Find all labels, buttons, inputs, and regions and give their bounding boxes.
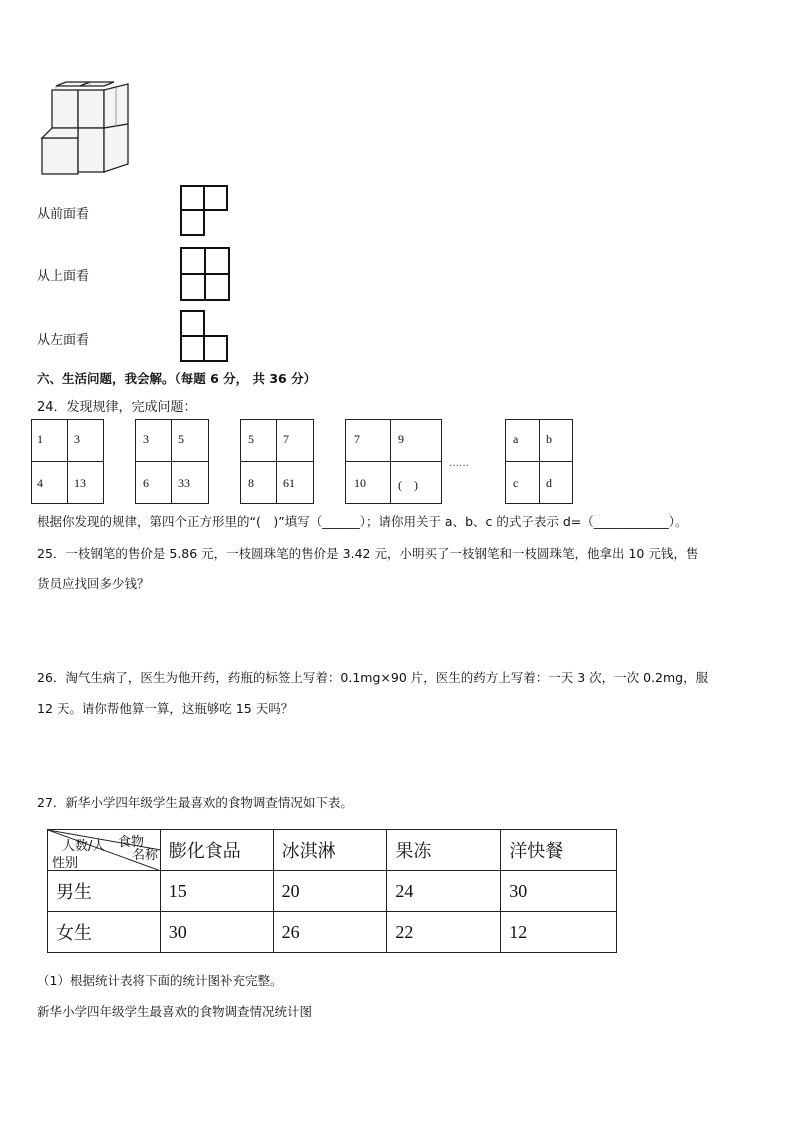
pattern-cell: a — [506, 420, 540, 462]
view-label-left: 从左面看 — [37, 333, 90, 348]
pattern-square-3 — [240, 419, 314, 504]
pattern-cell: 5 — [241, 420, 277, 462]
chart-title: 新华小学四年级学生最喜欢的食物调查情况统计图 — [37, 1004, 313, 1019]
pattern-square-2 — [135, 419, 209, 504]
corner-label-name: 名称 — [132, 848, 159, 863]
pattern-cell: b — [540, 420, 573, 462]
table-cell: 24 — [387, 871, 501, 912]
table-cell: 26 — [273, 912, 387, 953]
pattern-cell: 33 — [178, 476, 190, 490]
pattern-cell: 1 — [32, 420, 68, 462]
pattern-cell: 8 — [241, 462, 277, 504]
pattern-cell: 61 — [283, 476, 295, 490]
q24-title: 24．发现规律，完成问题： — [37, 400, 197, 415]
q25-line-1: 25．一枝钢笔的售价是 5.86 元，一枝圆珠笔的售价是 3.42 元，小明买了一枝钢笔和一枝圆珠笔，他拿出 10 元钱，售 — [37, 546, 699, 561]
table-cell: 30 — [160, 912, 273, 953]
pattern-answer-blank[interactable]: ( ) — [398, 478, 418, 492]
view-label-top: 从上面看 — [37, 269, 90, 284]
pattern-cell: 7 — [346, 420, 391, 462]
left-view-figure — [179, 309, 231, 363]
pattern-ellipsis: …… — [449, 458, 469, 469]
q25-line-2: 货员应找回多少钱？ — [37, 576, 150, 591]
column-header: 膨化食品 — [160, 830, 273, 871]
row-label: 男生 — [48, 871, 161, 912]
corner-label-food: 食物 — [118, 835, 145, 850]
pattern-square-4 — [345, 419, 442, 504]
pattern-cell: 3 — [68, 420, 104, 462]
pattern-cell: 9 — [391, 420, 442, 462]
table-cell: 12 — [501, 912, 617, 953]
pattern-cell: 13 — [74, 476, 86, 490]
food-survey-table — [47, 829, 617, 953]
pattern-cell: c — [506, 462, 540, 504]
table-row — [48, 912, 617, 953]
pattern-cell: 4 — [32, 462, 68, 504]
pattern-cell: 10 — [346, 462, 391, 504]
table-corner-header — [48, 830, 161, 871]
q27-title: 27．新华小学四年级学生最喜欢的食物调查情况如下表。 — [37, 795, 353, 810]
corner-label-count: 人数/人 — [62, 839, 106, 854]
table-cell: 20 — [273, 871, 387, 912]
table-cell: 15 — [160, 871, 273, 912]
column-header: 冰淇淋 — [273, 830, 387, 871]
cube-solid-figure — [38, 80, 134, 176]
column-header: 果冻 — [387, 830, 501, 871]
pattern-cell: 5 — [172, 420, 209, 462]
q24-question: 根据你发现的规律，第四个正方形里的“( )”填写（______）；请你用关于 a、b、c 的式子表示 d=（____________）。 — [37, 514, 688, 529]
pattern-cell: 6 — [136, 462, 172, 504]
table-cell: 30 — [501, 871, 617, 912]
pattern-cell: 7 — [277, 420, 314, 462]
pattern-square-1 — [31, 419, 104, 504]
q26-line-1: 26．淘气生病了，医生为他开药，药瓶的标签上写着：0.1mg×90 片，医生的药方上写着：一天 3 次，一次 0.2mg，服 — [37, 670, 709, 685]
view-label-front: 从前面看 — [37, 207, 90, 222]
table-cell: 22 — [387, 912, 501, 953]
section-title: 六、生活问题，我会解。（每题 6 分， 共 36 分） — [37, 371, 317, 386]
q26-line-2: 12 天。请你帮他算一算，这瓶够吃 15 天吗？ — [37, 701, 294, 716]
pattern-cell: d — [546, 476, 552, 490]
table-row — [48, 871, 617, 912]
q27-sub-1: （1）根据统计表将下面的统计图补充完整。 — [37, 973, 283, 988]
pattern-square-5 — [505, 419, 573, 504]
top-view-figure — [179, 246, 231, 302]
column-header: 洋快餐 — [501, 830, 617, 871]
row-label: 女生 — [48, 912, 161, 953]
front-view-figure — [179, 184, 231, 238]
pattern-cell: 3 — [136, 420, 172, 462]
corner-label-gender: 性别 — [52, 856, 79, 871]
